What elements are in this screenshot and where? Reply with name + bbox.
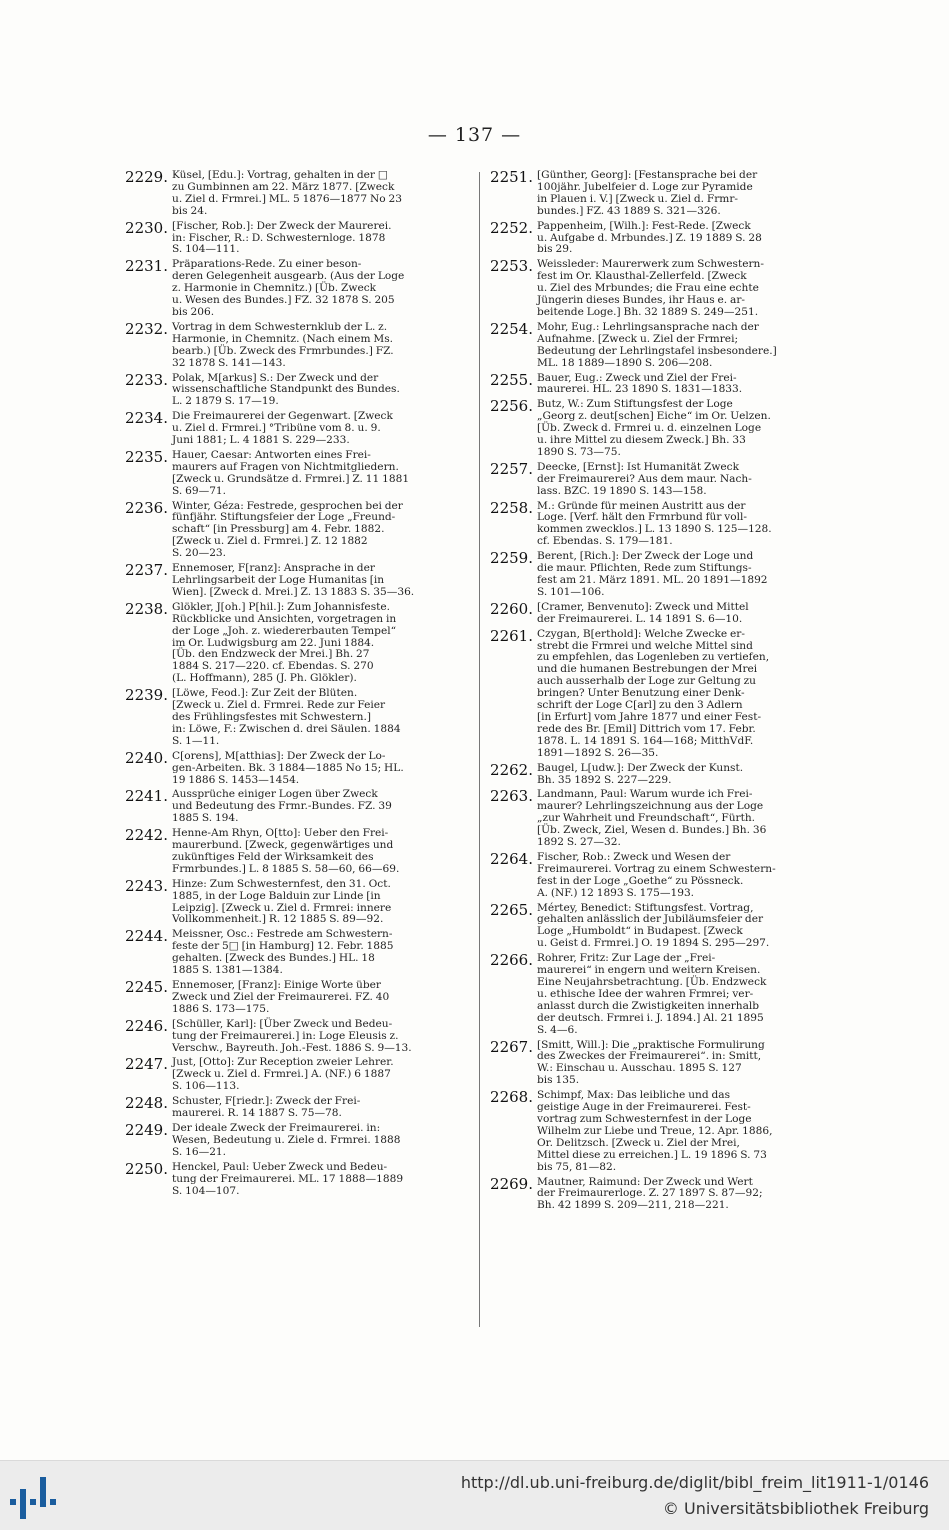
entry-number: 2242. bbox=[125, 826, 168, 845]
entry-number: 2255. bbox=[490, 370, 533, 389]
copyright-notice: © Universitätsbibliothek Freiburg bbox=[662, 1499, 929, 1518]
bibliography-entry bbox=[120, 411, 475, 447]
entry-text: Fischer, Rob.: Zweck und Wesen der Freimaurerei. Vortrag zu einem Schwestern- fest in der Loge „Goethe“ zu Pössneck. A. (NF.) 12 1893 S. 175—193. bbox=[537, 850, 776, 899]
entry-number: 2260. bbox=[490, 599, 533, 618]
bibliography-entry bbox=[120, 688, 475, 748]
entry-number: 2250. bbox=[125, 1159, 168, 1178]
bibliography-entry bbox=[485, 1174, 828, 1213]
entry-number: 2249. bbox=[125, 1120, 168, 1139]
entry-number: 2254. bbox=[490, 319, 533, 338]
entry-text: Hinze: Zum Schwesternfest, den 31. Oct. 1885, in der Loge Balduin zur Linde [in Leipzig]. [Zweck u. Ziel d. Frmrei: innere Vollkommenheit.] R. 12 1885 S. 89—92. bbox=[172, 877, 392, 926]
entry-text: Winter, Géza: Festrede, gesprochen bei der fünfjähr. Stiftungsfeier der Loge „Freund- schaft“ [in Pressburg] am 4. Febr. 1882. [Zweck u. Ziel d. Frmrei.] Z. 12 1882 S. 20—23. bbox=[172, 499, 403, 560]
entry-text: Vortrag in dem Schwesternklub der L. z. Harmonie, in Chemnitz. (Nach einem Ms. bearb.) [Üb. Zweck des Frmrbundes.] FZ. 32 1878 S. 141—143. bbox=[172, 320, 394, 369]
entry-text: [Smitt, Will.]: Die „praktische Formulirung des Zweckes der Freimaurerei“. in: Smitt, W.: Einschau u. Ausschau. 1895 S. 127 bis 135. bbox=[537, 1038, 765, 1087]
entry-number: 2237. bbox=[125, 561, 168, 580]
bibliography-entry bbox=[120, 828, 475, 876]
entry-number: 2269. bbox=[490, 1174, 533, 1193]
bibliography-entry bbox=[485, 760, 828, 787]
entry-number: 2239. bbox=[125, 686, 168, 705]
bibliography-entry bbox=[120, 789, 475, 825]
entry-text: Aussprüche einiger Logen über Zweck und Bedeutung des Frmr.-Bundes. FZ. 39 1885 S. 194. bbox=[172, 788, 392, 825]
column-divider bbox=[479, 172, 480, 1327]
entry-text: Schimpf, Max: Das leibliche und das geistige Auge in der Freimaurerei. Fest- vortrag zum Schwesternfest in der Loge Wilhelm zur Liebe und Treue, 12. Apr. 1886, Or. Delitzsch. [Zweck u. Ziel der Mrei, Mittel diese zu erreichen.] L. 19 1896 S. 73 bis 75, 81—82. bbox=[537, 1089, 773, 1173]
bibliography-entry bbox=[485, 1037, 828, 1088]
entry-number: 2236. bbox=[125, 498, 168, 517]
bibliography-entry bbox=[120, 170, 475, 218]
entry-number: 2263. bbox=[490, 787, 533, 806]
entry-number: 2229. bbox=[125, 168, 168, 186]
entry-number: 2241. bbox=[125, 787, 168, 806]
bibliography-entry bbox=[485, 849, 828, 900]
entry-text: Ennemoser, F[ranz]: Ansprache in der Lehrlingsarbeit der Loge Humanitas [in Wien]. [Zweck d. Mrei.] Z. 13 1883 S. 35—36. bbox=[172, 562, 415, 598]
entry-text: Mautner, Raimund: Der Zweck und Wert der Freimaurerloge. Z. 27 1897 S. 87—92; Bh. 42 1899 S. 209—211, 218—221. bbox=[537, 1175, 763, 1212]
bibliography-entry bbox=[120, 1016, 475, 1055]
entry-text: Bauer, Eug.: Zweck und Ziel der Frei- maurerei. HL. 23 1890 S. 1831—1833. bbox=[537, 371, 743, 396]
entry-number: 2253. bbox=[490, 257, 533, 276]
entry-number: 2230. bbox=[125, 218, 168, 237]
entry-number: 2234. bbox=[125, 409, 168, 428]
bibliography-entry bbox=[120, 1120, 475, 1159]
entry-text: Glökler, J[oh.] P[hil.]: Zum Johannisfeste. Rückblicke und Ansichten, vorgetragen in der Loge „Joh. z. wiedererbauten Tempel“ im Or. Ludwigsburg am 22. Juni 1884. [Üb. den Endzweck der Mrei.] Bh. 27 1884 S. 217—220. cf. Ebendas. S. 270 (L. Hoffmann), 285 (J. Ph. Glökler). bbox=[172, 600, 397, 685]
entry-text: M.: Gründe für meinen Austritt aus der Loge. [Verf. hält den Frmrbund für voll- kommen zwecklos.] L. 13 1890 S. 125—128. cf. Ebendas. S. 179—181. bbox=[537, 499, 772, 548]
entry-number: 2261. bbox=[490, 626, 533, 645]
entry-text: Küsel, [Edu.]: Vortrag, gehalten in der □ zu Gumbinnen am 22. März 1877. [Zweck u. Ziel d. Frmrei.] ML. 5 1876—1877 No 23 bis 24. bbox=[172, 169, 402, 217]
bibliography-entry bbox=[485, 1090, 828, 1173]
entry-text: Mohr, Eug.: Lehrlingsansprache nach der Aufnahme. [Zweck u. Ziel der Frmrei; Bedeutung der Lehrlingstafel insbesondere.] ML. 18 1889—1890 S. 206—208. bbox=[537, 320, 777, 369]
bibliography-entry bbox=[120, 876, 475, 927]
entry-text: Rohrer, Fritz: Zur Lage der „Frei- maurerei“ in engern und weitern Kreisen. Eine Neujahrsbetrachtung. [Üb. Endzweck u. ethische Idee der wahren Frmrei; ver- anlasst durch die Zwistigkeiten innerhalb der deutsch. Frmrei i. J. 1894.] Al. 21 1895 S. 4—6. bbox=[537, 952, 767, 1036]
bibliography-entry bbox=[485, 498, 828, 549]
entry-number: 2247. bbox=[125, 1055, 168, 1074]
bibliography-entry bbox=[120, 1096, 475, 1120]
bibliography-entry bbox=[120, 929, 475, 977]
bibliography-entry bbox=[120, 748, 475, 787]
entry-number: 2235. bbox=[125, 447, 168, 466]
bibliography-entry bbox=[485, 170, 828, 218]
entry-text: Ennemoser, [Franz]: Einige Worte über Zweck und Ziel der Freimaurerei. FZ. 40 1886 S. 173—175. bbox=[172, 979, 390, 1015]
entry-number: 2267. bbox=[490, 1037, 533, 1056]
entry-text: Henne-Am Rhyn, O[tto]: Ueber den Frei- maurerbund. [Zweck, gegenwärtiges und zukünftiges Feld der Wirksamkeit des Frmrbundes.] L. 8 1885 S. 58—60, 66—69. bbox=[172, 827, 400, 875]
bibliography-entry bbox=[485, 370, 828, 397]
bibliography-entry bbox=[120, 599, 475, 685]
bibliography-entry bbox=[485, 218, 828, 257]
bibliography-entry bbox=[120, 498, 475, 561]
entry-text: Butz, W.: Zum Stiftungsfest der Loge „Georg z. deut[schen] Eiche“ im Or. Uelzen. [Üb. Zweck d. Frmrei u. d. einzelnen Loge u. ihre Mittel zu diesem Zweck.] Bh. 33 1890 S. 73—75. bbox=[537, 398, 771, 458]
entry-text: [Löwe, Feod.]: Zur Zeit der Blüten. [Zweck u. Ziel d. Frmrei. Rede zur Feier des Frühlingsfestes mit Schwestern.] in: Löwe, F.: Zwischen d. drei Säulen. 1884 S. 1—11. bbox=[172, 687, 401, 747]
entry-text: Mértey, Benedict: Stiftungsfest. Vortrag, gehalten anlässlich der Jubiläumsfeier der Loge „Humboldt“ in Budapest. [Zweck u. Geist d. Frmrei.] O. 19 1894 S. 295—297. bbox=[537, 901, 770, 950]
entry-number: 2252. bbox=[490, 218, 533, 237]
bibliography-entry bbox=[120, 218, 475, 257]
bibliography-entry bbox=[120, 1057, 475, 1093]
entry-text: Präparations-Rede. Zu einer beson- deren Gelegenheit ausgearb. (Aus der Loge z. Harmonie in Chemnitz.) [Üb. Zweck u. Wesen des Bundes.] FZ. 32 1878 S. 205 bis 206. bbox=[172, 258, 405, 318]
entry-text: Polak, M[arkus] S.: Der Zweck und der wissenschaftliche Standpunkt des Bundes. L. 2 1879 S. 17—19. bbox=[172, 371, 400, 408]
entry-number: 2264. bbox=[490, 849, 533, 868]
entry-text: [Günther, Georg]: [Festansprache bei der 100jähr. Jubelfeier d. Loge zur Pyramide in Plauen i. V.] [Zweck u. Ziel d. Frmr- bundes.] FZ. 43 1889 S. 321—326. bbox=[537, 169, 758, 217]
bibliography-entry bbox=[485, 599, 828, 626]
left-column bbox=[120, 170, 475, 1200]
bibliography-entry bbox=[485, 551, 828, 599]
bibliography-entry bbox=[485, 319, 828, 370]
viewer-footer bbox=[0, 1460, 949, 1530]
entry-text: C[orens], M[atthias]: Der Zweck der Lo- gen-Arbeiten. Bk. 3 1884—1885 No 15; HL. 19 1886 S. 1453—1454. bbox=[172, 749, 404, 786]
bibliography-entry bbox=[120, 370, 475, 409]
bibliography-entry bbox=[485, 789, 828, 849]
entry-number: 2268. bbox=[490, 1088, 533, 1107]
bibliography-entry bbox=[485, 953, 828, 1036]
entry-text: Deecke, [Ernst]: Ist Humanität Zweck der Freimaurerei? Aus dem maur. Nach- lass. BZC. 19 1890 S. 143—158. bbox=[537, 460, 752, 497]
entry-text: Die Freimaurerei der Gegenwart. [Zweck u. Ziel d. Frmrei.] °Tribüne vom 8. u. 9. Juni 1881; L. 4 1881 S. 229—233. bbox=[172, 410, 393, 447]
page-number: — 137 — bbox=[427, 124, 522, 146]
entry-text: Hauer, Caesar: Antworten eines Frei- maurers auf Fragen von Nichtmitgliedern. [Zweck u. Grundsätze d. Frmrei.] Z. 11 1881 S. 69—71. bbox=[172, 448, 410, 497]
bibliography-entry bbox=[120, 1159, 475, 1198]
entry-text: [Schüller, Karl]: [Über Zweck und Bedeu- tung der Freimaurerei.] in: Loge Eleusis z. Verschw., Bayreuth. Joh.-Fest. 1886 S. 9—13. bbox=[172, 1017, 412, 1054]
ub-freiburg-logo-icon bbox=[8, 1471, 60, 1523]
entry-number: 2246. bbox=[125, 1016, 168, 1035]
entry-number: 2238. bbox=[125, 599, 168, 618]
bibliography-entry bbox=[120, 319, 475, 370]
entry-number: 2257. bbox=[490, 459, 533, 478]
entry-number: 2233. bbox=[125, 370, 168, 389]
entry-number: 2248. bbox=[125, 1094, 168, 1113]
entry-text: Schuster, F[riedr.]: Zweck der Frei- maurerei. R. 14 1887 S. 75—78. bbox=[172, 1095, 361, 1120]
permalink-link[interactable]: http://dl.ub.uni-freiburg.de/diglit/bibl_freim_lit1911-1/0146 bbox=[460, 1473, 929, 1492]
entry-text: Landmann, Paul: Warum wurde ich Frei- maurer? Lehrlingszeichnung aus der Loge „zur Wahrheit und Freundschaft“, Fürth. [Üb. Zweck, Ziel, Wesen d. Bundes.] Bh. 36 1892 S. 27—32. bbox=[537, 788, 767, 849]
entry-text: Just, [Otto]: Zur Reception zweier Lehrer. [Zweck u. Ziel d. Frmrei.] A. (NF.) 6 1887 S. 106—113. bbox=[172, 1056, 394, 1093]
right-column bbox=[485, 170, 828, 1215]
bibliography-entry bbox=[485, 259, 828, 319]
entry-number: 2262. bbox=[490, 760, 533, 779]
bibliography-entry bbox=[120, 980, 475, 1016]
entry-text: Czygan, B[erthold]: Welche Zwecke er- strebt die Frmrei und welche Mittel sind zu empfehlen, das Logenleben zu vertiefen, und die humanen Bestrebungen der Mrei auch ausserhalb der Loge zur Geltung zu bringen? Unter Benutzung einer Denk- schrift der Loge C[arl] zu den 3 Adlern [in Erfurt] vom Jahre 1877 und einer Fest- rede des Br. [Emil] Dittrich vom 17. Febr. 1878. L. 14 1891 S. 164—168; MitthVdF. 1891—1892 S. 26—35. bbox=[537, 627, 770, 759]
entry-number: 2231. bbox=[125, 257, 168, 276]
entry-text: Berent, [Rich.]: Der Zweck der Loge und die maur. Pflichten, Rede zum Stiftungs- fest am 21. März 1891. ML. 20 1891—1892 S. 101—106. bbox=[537, 550, 768, 598]
entry-text: Henckel, Paul: Ueber Zweck und Bedeu- tung der Freimaurerei. ML. 17 1888—1889 S. 104—107. bbox=[172, 1160, 404, 1197]
bibliography-entry bbox=[120, 447, 475, 498]
entry-number: 2240. bbox=[125, 748, 168, 767]
entry-number: 2266. bbox=[490, 951, 533, 970]
entry-text: [Fischer, Rob.]: Der Zweck der Maurerei. in: Fischer, R.: D. Schwesternloge. 1878 S. 104—111. bbox=[172, 219, 392, 256]
entry-number: 2244. bbox=[125, 927, 168, 946]
entry-number: 2256. bbox=[490, 397, 533, 416]
entry-text: Pappenheim, [Wilh.]: Fest-Rede. [Zweck u. Aufgabe d. Mrbundes.] Z. 19 1889 S. 28 bis 29. bbox=[537, 219, 762, 256]
entry-number: 2265. bbox=[490, 900, 533, 919]
bibliography-entry bbox=[485, 900, 828, 951]
bibliography-entry bbox=[120, 259, 475, 319]
bibliography-entry bbox=[485, 459, 828, 498]
bibliography-entry bbox=[485, 626, 828, 760]
bibliography-entry bbox=[120, 563, 475, 599]
entry-text: Weissleder: Maurerwerk zum Schwestern- fest im Or. Klausthal-Zellerfeld. [Zweck u. Ziel des Mrbundes; die Frau eine echte Jüngerin dieses Bundes, ihr Haus e. ar- beitende Loge.] Bh. 32 1889 S. 249—251. bbox=[537, 258, 764, 318]
entry-number: 2243. bbox=[125, 876, 168, 895]
entry-text: Meissner, Osc.: Festrede am Schwestern- feste der 5□ [in Hamburg] 12. Febr. 1885 gehalten. [Zweck des Bundes.] HL. 18 1885 S. 1381—1384. bbox=[172, 928, 394, 977]
entry-text: Der ideale Zweck der Freimaurerei. in: Wesen, Bedeutung u. Ziele d. Frmrei. 1888 S. 16—21. bbox=[172, 1121, 401, 1158]
entry-number: 2232. bbox=[125, 319, 168, 338]
entry-number: 2258. bbox=[490, 498, 533, 517]
entry-text: Baugel, L[udw.]: Der Zweck der Kunst. Bh. 35 1892 S. 227—229. bbox=[537, 761, 744, 786]
entry-number: 2245. bbox=[125, 978, 168, 996]
entry-number: 2251. bbox=[490, 168, 533, 186]
bibliography-entry bbox=[485, 399, 828, 459]
entry-text: [Cramer, Benvenuto]: Zweck und Mittel der Freimaurerei. L. 14 1891 S. 6—10. bbox=[537, 600, 749, 625]
entry-number: 2259. bbox=[490, 549, 533, 568]
